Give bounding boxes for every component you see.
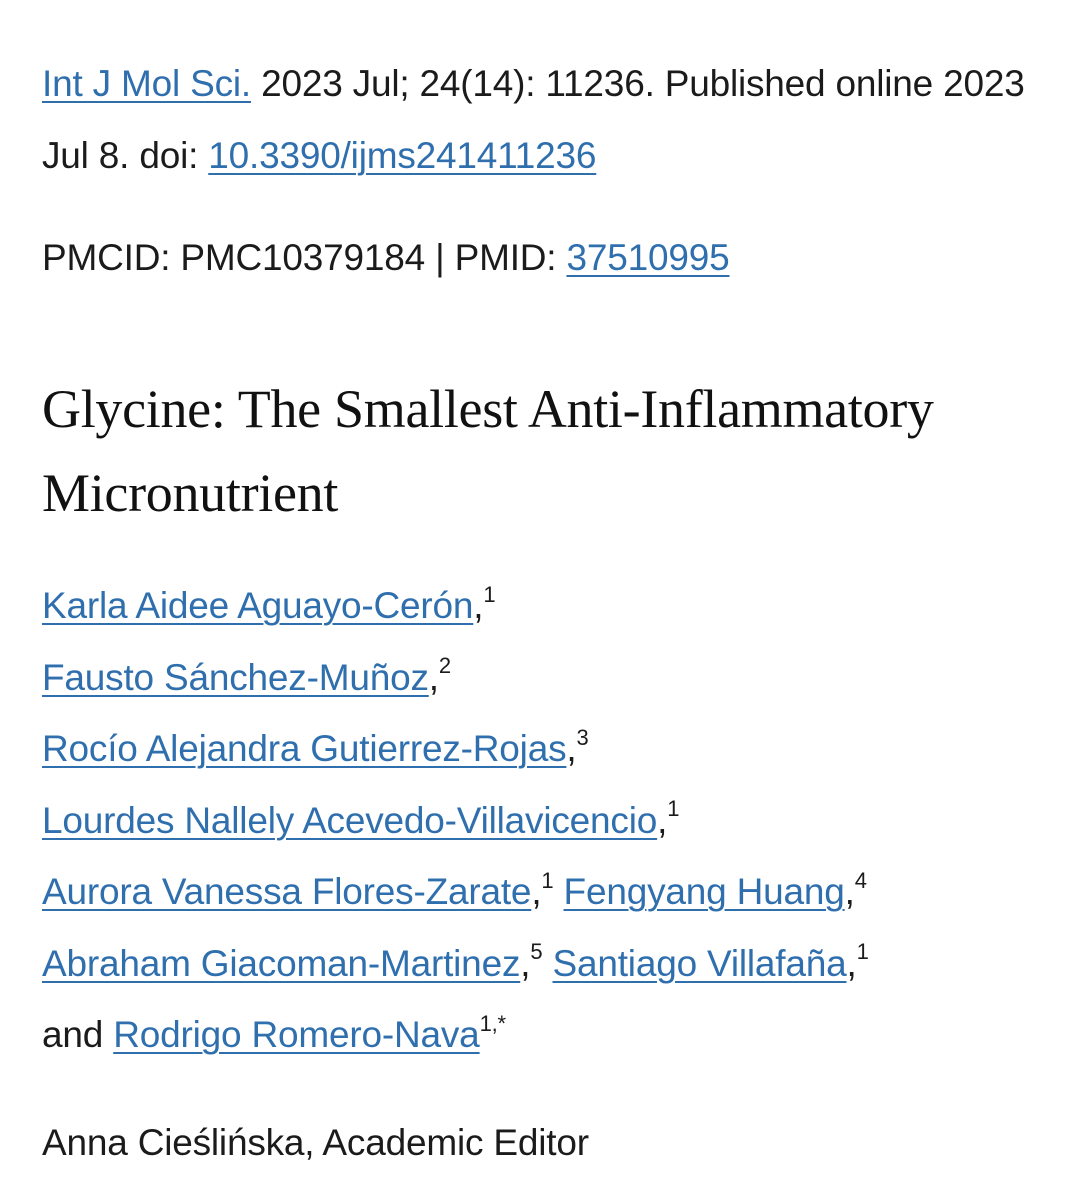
- academic-editor: Anna Cieślińska, Academic Editor: [42, 1122, 589, 1163]
- author-list: Karla Aidee Aguayo-Cerón,$^1$ Fausto Sánchez-Muñoz,$^2$ Rocío Alejandra Gutierrez-Rojas,$^3$ Lourdes Nallely Acevedo-Villavicencio,$^1$ Aurora Vanessa Flores-Zarate,$^1$ Fengyang Huang,$^4$ Abraham Giacoman-Martinez,$^5$ Santiago Villafaña,$^1$ and Rodrigo Romero-Nava$^{1,*}$: [42, 581, 869, 1055]
- author-link[interactable]: Aurora Vanessa Flores-Zarate: [42, 871, 532, 912]
- article-ids: [42, 222, 729, 294]
- pmid-link[interactable]: 37510995: [566, 237, 730, 278]
- author-link[interactable]: Lourdes Nallely Acevedo-Villavicencio: [42, 799, 658, 841]
- author-link[interactable]: Rocío Alejandra Gutierrez-Rojas: [42, 728, 567, 769]
- author-link[interactable]: Santiago Villafaña: [552, 942, 847, 984]
- affiliation-marker: 1: [483, 581, 496, 607]
- affiliation-marker: 4: [854, 867, 867, 893]
- author-link[interactable]: Abraham Giacoman-Martinez: [42, 942, 521, 984]
- affiliation-marker: 3: [576, 724, 589, 750]
- article-title: Glycine: The Smallest Anti-Inflammatory Micronutrient: [42, 379, 934, 523]
- affiliation-marker: 2: [438, 653, 451, 679]
- and-text: and: [42, 1014, 114, 1055]
- pmcid-text: PMCID: PMC10379184 | PMID:: [42, 237, 567, 278]
- affiliation-marker: 1: [667, 796, 680, 822]
- author-link[interactable]: Rodrigo Romero-Nava: [113, 1014, 480, 1055]
- citation: [42, 48, 1052, 192]
- citation-details: 2023 Jul; 24(14): 11236. Published online 2023 Jul 8. doi:: [42, 63, 1025, 176]
- author-link[interactable]: Karla Aidee Aguayo-Cerón: [42, 585, 474, 626]
- affiliation-marker: 5: [530, 939, 543, 965]
- affiliation-marker: 1: [541, 867, 554, 893]
- author-link[interactable]: Fausto Sánchez-Muñoz: [42, 656, 429, 698]
- affiliation-marker: 1,*: [479, 1010, 506, 1036]
- doi-link[interactable]: 10.3390/ijms241411236: [208, 135, 597, 176]
- author-link[interactable]: Fengyang Huang: [563, 871, 845, 912]
- journal-link[interactable]: Int J Mol Sci.: [42, 63, 251, 104]
- affiliation-marker: 1: [856, 939, 869, 965]
